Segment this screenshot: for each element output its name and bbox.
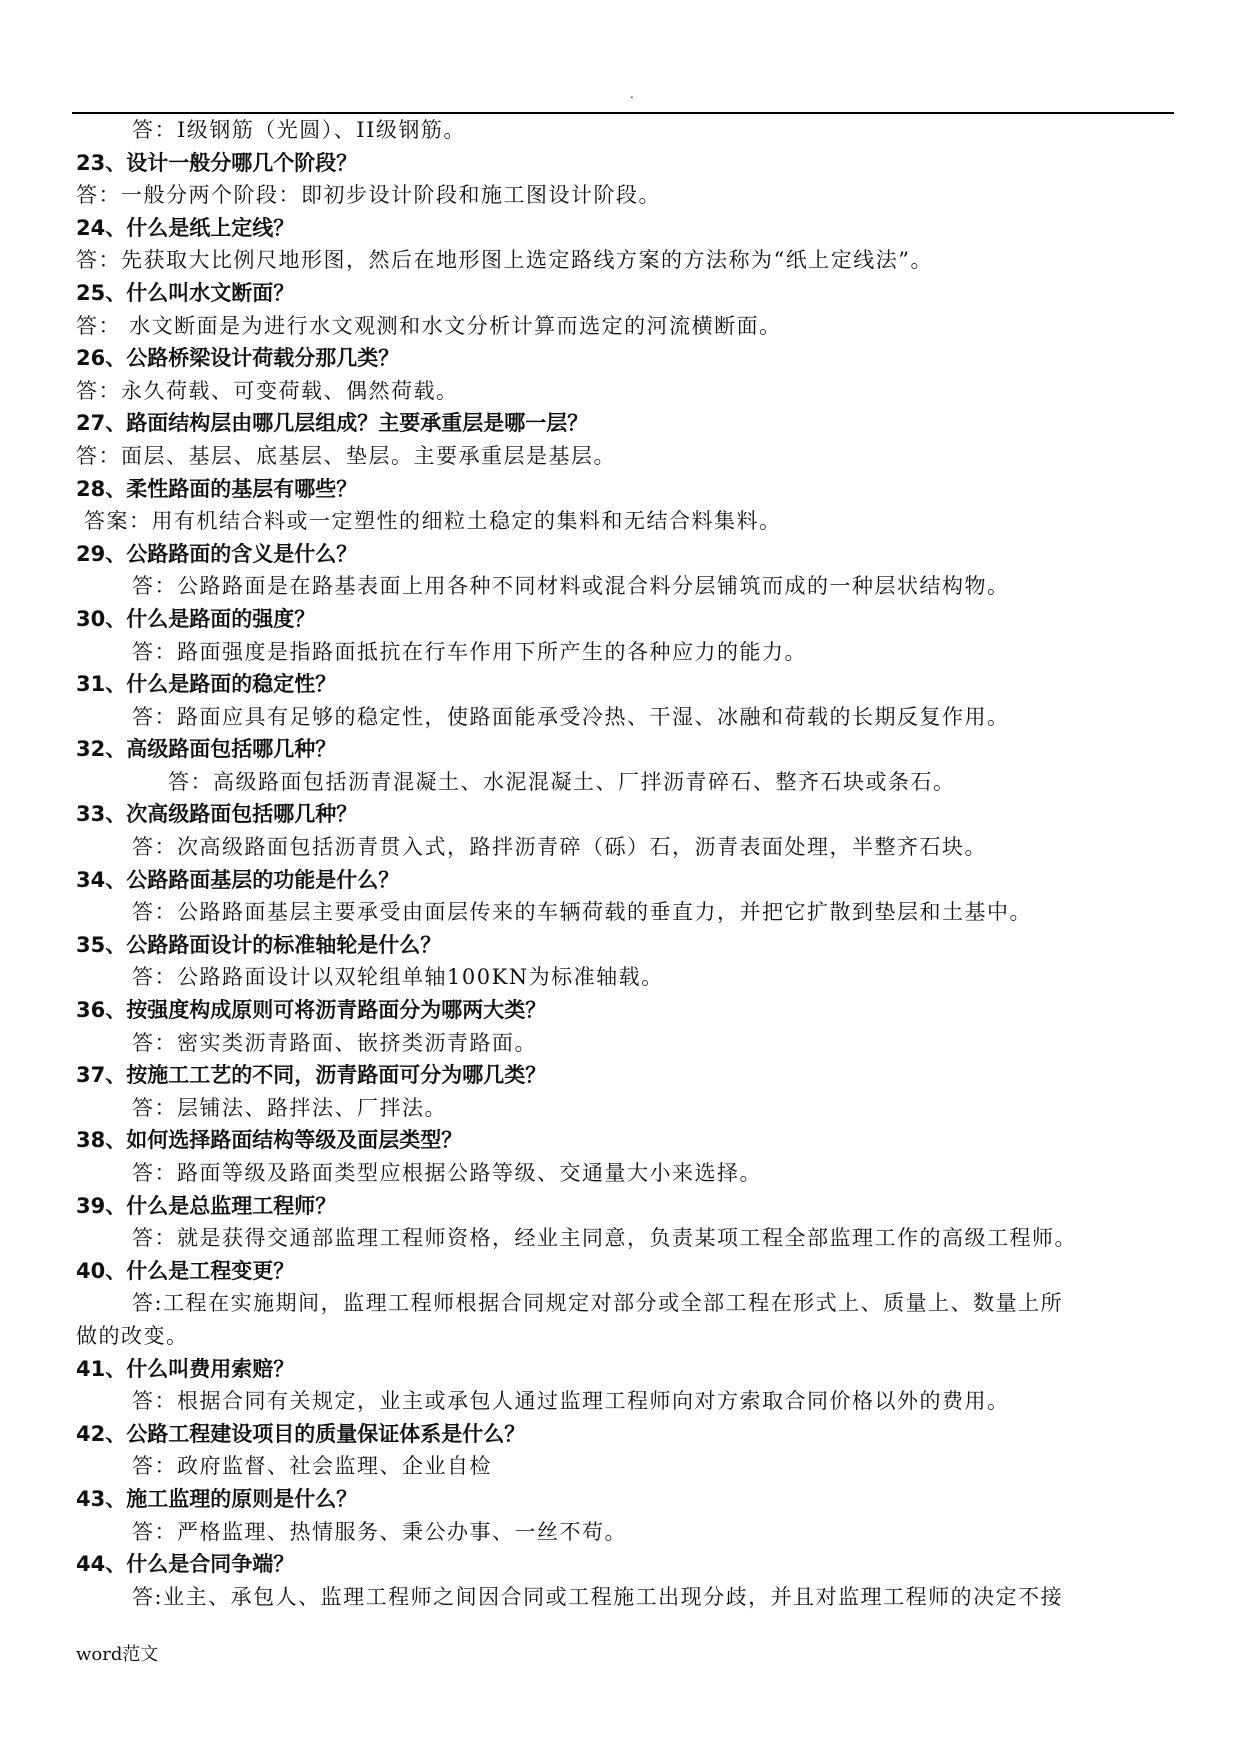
answer-line: 答：路面应具有足够的稳定性，使路面能承受冷热、干湿、冰融和荷载的长期反复作用。 bbox=[132, 704, 1010, 729]
answer-line: 答：路面强度是指路面抵抗在行车作用下所产生的各种应力的能力。 bbox=[132, 639, 807, 664]
answer-line: 答：公路路面设计以双轮组单轴100KN为标准轴载。 bbox=[132, 965, 664, 990]
answer-line: 答：严格监理、热情服务、秉公办事、一丝不苟。 bbox=[132, 1519, 627, 1544]
document-body bbox=[76, 114, 1176, 1613]
answer-line: 答：层铺法、路拌法、厂拌法。 bbox=[132, 1095, 447, 1120]
answer-line: 答：公路路面基层主要承受由面层传来的车辆荷载的垂直力，并把它扩散到垫层和土基中。 bbox=[132, 900, 1032, 925]
answer-line: 答：面层、基层、底基层、垫层。主要承重层是基层。 bbox=[76, 443, 616, 468]
question-line: 34、公路路面基层的功能是什么？ bbox=[76, 867, 400, 892]
question-line: 44、什么是合同争端？ bbox=[76, 1552, 295, 1577]
question-line: 23、设计一般分哪几个阶段？ bbox=[76, 150, 358, 175]
question-line: 42、公路工程建设项目的质量保证体系是什么？ bbox=[76, 1421, 526, 1446]
answer-line: 答：就是获得交通部监理工程师资格，经业主同意，负责某项工程全部监理工作的高级工程师。 bbox=[132, 1226, 1077, 1251]
answer-line: 答：永久荷载、可变荷载、偶然荷载。 bbox=[76, 378, 459, 403]
question-line: 30、什么是路面的强度？ bbox=[76, 606, 316, 631]
answer-line: 答：路面等级及路面类型应根据公路等级、交通量大小来选择。 bbox=[132, 1161, 762, 1185]
footer-text: word范文 bbox=[76, 1644, 159, 1665]
answer-line: 答：次高级路面包括沥青贯入式，路拌沥青碎（砾）石，沥青表面处理，半整齐石块。 bbox=[132, 835, 987, 860]
question-line: 35、公路路面设计的标准轴轮是什么？ bbox=[76, 932, 442, 957]
question-line: 25、什么叫水文断面？ bbox=[76, 280, 295, 305]
question-line: 43、施工监理的原则是什么？ bbox=[76, 1486, 358, 1511]
answer-line: 答:业主、承包人、监理工程师之间因合同或工程施工出现分歧，并且对监理工程师的决定不接 bbox=[132, 1584, 1064, 1609]
question-line: 31、什么是路面的稳定性？ bbox=[76, 672, 337, 697]
answer-line: 答：I级钢筋（光圆）、II级钢筋。 bbox=[132, 118, 466, 142]
question-line: 26、公路桥梁设计荷载分那几类？ bbox=[76, 346, 400, 371]
question-line: 40、什么是工程变更？ bbox=[76, 1258, 295, 1283]
question-line: 27、路面结构层由哪几层组成？主要承重层是哪一层？ bbox=[76, 411, 589, 436]
question-line: 37、按施工工艺的不同，沥青路面可分为哪几类？ bbox=[76, 1063, 547, 1088]
answer-line: 答：根据合同有关规定，业主或承包人通过监理工程师向对方索取合同价格以外的费用。 bbox=[132, 1389, 1010, 1414]
answer-line: 答：先获取大比例尺地形图，然后在地形图上选定路线方案的方法称为“纸上定线法”。 bbox=[76, 248, 933, 273]
answer-line: 答：政府监督、社会监理、企业自检 bbox=[132, 1454, 492, 1479]
question-line: 28、柔性路面的基层有哪些？ bbox=[76, 476, 358, 501]
question-line: 29、公路路面的含义是什么？ bbox=[76, 541, 358, 566]
header-mark: . bbox=[630, 87, 634, 101]
answer-line: 答：高级路面包括沥青混凝土、水泥混凝土、厂拌沥青碎石、整齐石块或条石。 bbox=[168, 769, 956, 794]
question-line: 41、什么叫费用索赔？ bbox=[76, 1356, 295, 1381]
question-line: 33、次高级路面包括哪几种？ bbox=[76, 802, 358, 827]
answer-line: 做的改变。 bbox=[76, 1323, 189, 1348]
question-line: 24、什么是纸上定线？ bbox=[76, 215, 295, 240]
answer-line: 答： 水文断面是为进行水文观测和水文分析计算而选定的河流横断面。 bbox=[76, 313, 782, 338]
question-line: 32、高级路面包括哪几种？ bbox=[76, 737, 337, 762]
question-line: 36、按强度构成原则可将沥青路面分为哪两大类？ bbox=[76, 998, 547, 1023]
answer-line: 答：密实类沥青路面、嵌挤类沥青路面。 bbox=[132, 1030, 537, 1055]
answer-line: 答:工程在实施期间，监理工程师根据合同规定对部分或全部工程在形式上、质量上、数量上所 bbox=[132, 1291, 1064, 1316]
answer-line: 答：一般分两个阶段：即初步设计阶段和施工图设计阶段。 bbox=[76, 183, 661, 208]
answer-line: 答案：用有机结合料或一定塑性的细粒土稳定的集料和无结合料集料。 bbox=[84, 509, 782, 534]
question-line: 38、如何选择路面结构等级及面层类型？ bbox=[76, 1128, 463, 1153]
question-line: 39、什么是总监理工程师？ bbox=[76, 1193, 337, 1218]
answer-line: 答：公路路面是在路基表面上用各种不同材料或混合料分层铺筑而成的一种层状结构物。 bbox=[132, 574, 1010, 599]
